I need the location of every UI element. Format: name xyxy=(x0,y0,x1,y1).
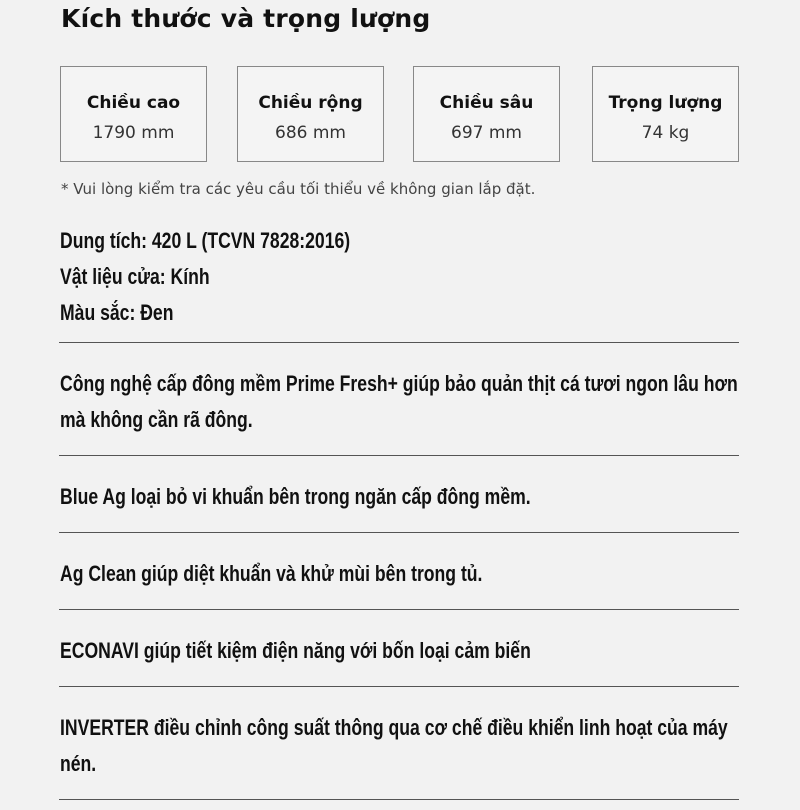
divider xyxy=(59,342,739,343)
dimension-label: Chiều sâu xyxy=(439,93,534,113)
dimension-card-width xyxy=(237,66,384,162)
feature-econavi: ECONAVI giúp tiết kiệm điện năng với bốn loại cảm biến xyxy=(60,638,531,663)
dimension-value: 1790 mm xyxy=(92,123,175,143)
divider xyxy=(59,532,739,533)
dimension-card-weight xyxy=(592,66,739,162)
dimension-card-depth xyxy=(413,66,560,162)
dimension-label: Chiều cao xyxy=(86,93,181,113)
dimension-label: Chiều rộng xyxy=(258,93,363,113)
installation-note: * Vui lòng kiểm tra các yêu cầu tối thiểu về không gian lắp đặt. xyxy=(61,180,536,198)
spec-color: Màu sắc: Đen xyxy=(60,300,174,325)
feature-blue-ag: Blue Ag loại bỏ vi khuẩn bên trong ngăn cấp đông mềm. xyxy=(60,484,531,509)
dimension-card-height xyxy=(60,66,207,162)
section-title: Kích thước và trọng lượng xyxy=(61,4,431,33)
divider xyxy=(59,799,739,800)
spec-capacity: Dung tích: 420 L (TCVN 7828:2016) xyxy=(60,228,351,253)
dimension-value: 686 mm xyxy=(275,123,346,143)
spec-door-material: Vật liệu cửa: Kính xyxy=(60,264,210,289)
divider xyxy=(59,455,739,456)
dimension-label: Trọng lượng xyxy=(608,93,723,113)
divider xyxy=(59,609,739,610)
feature-prime-fresh: Công nghệ cấp đông mềm Prime Fresh+ giúp bảo quản thịt cá tươi ngon lâu hơn mà không cần rã đông. xyxy=(60,371,738,432)
feature-inverter: INVERTER điều chỉnh công suất thông qua cơ chế điều khiển linh hoạt của máy nén. xyxy=(60,715,728,776)
dimension-value: 697 mm xyxy=(451,123,522,143)
feature-ag-clean: Ag Clean giúp diệt khuẩn và khử mùi bên trong tủ. xyxy=(60,561,483,586)
dimension-value: 74 kg xyxy=(641,123,690,143)
divider xyxy=(59,686,739,687)
